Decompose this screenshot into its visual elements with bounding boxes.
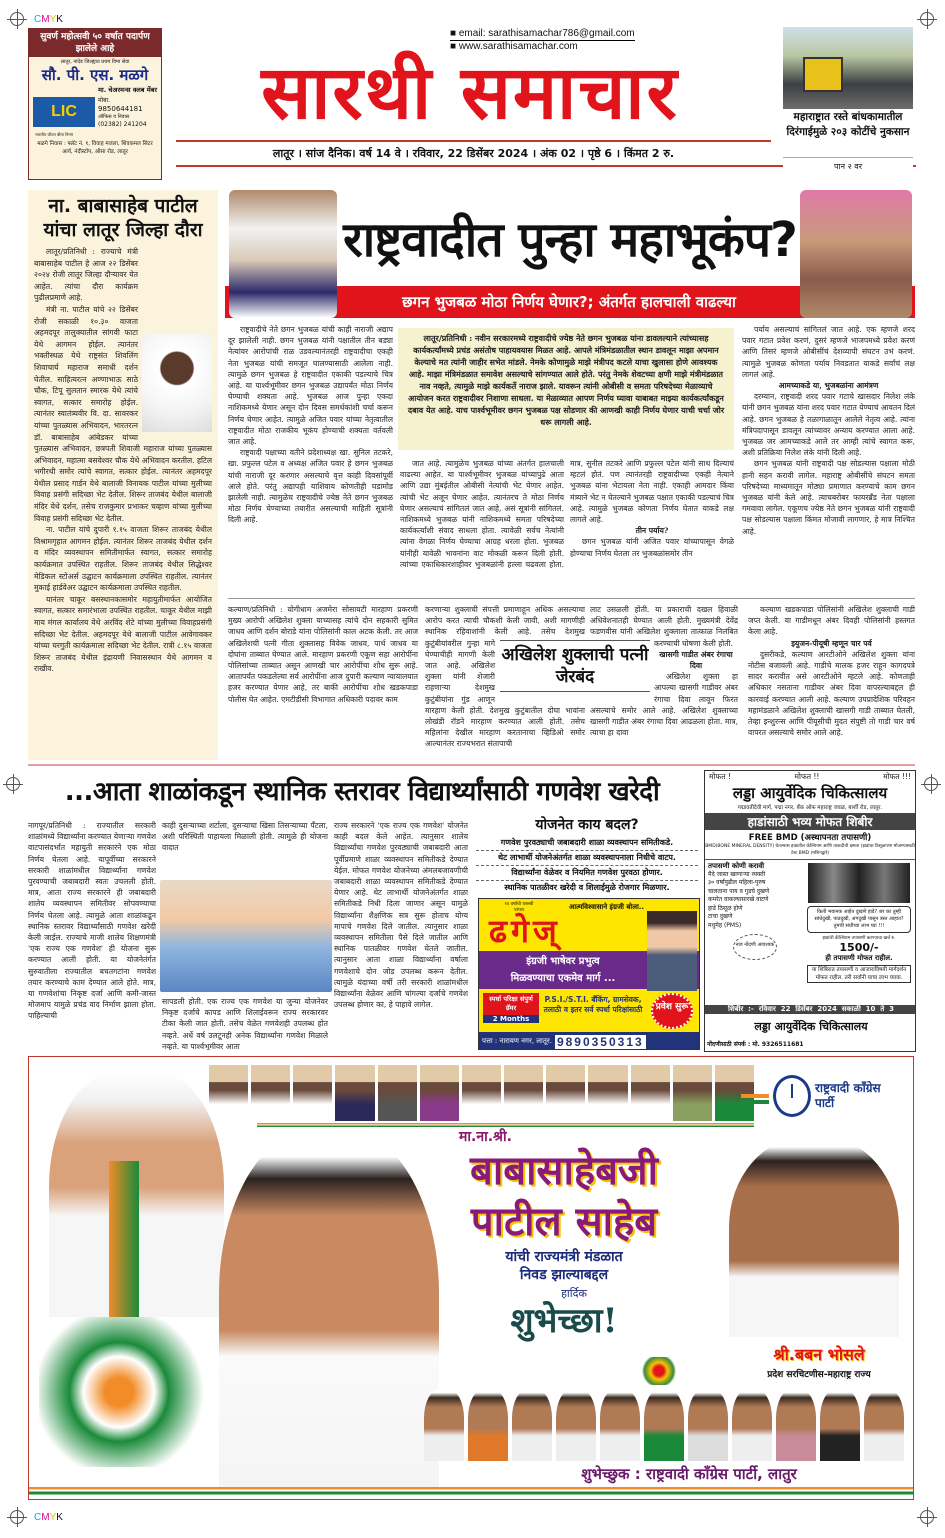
minister-photo xyxy=(142,334,212,432)
flower-bouquet xyxy=(639,1357,679,1385)
sponsor-name: श्री.बबन भोसले xyxy=(773,1345,865,1364)
clinic-address: पद्मावतीदेवी मार्ग, पद्मा नगर, बँक ऑफ महाराष्ट्र जवळ, बार्शी रोड, लातूर. xyxy=(737,805,883,811)
bhujbal-photo xyxy=(229,190,337,318)
who-item: चालताना पाय व गुडघे दुखणे xyxy=(708,887,770,895)
leaders-row xyxy=(209,1065,754,1121)
left-story-headline[interactable]: ना. बाबासाहेब पाटील यांचा लातूर जिल्हा दौरा xyxy=(43,195,203,241)
roller-icon xyxy=(803,57,843,92)
banner-title xyxy=(429,1127,699,1341)
subhead-three-options: तीन पर्याय? xyxy=(635,526,669,536)
cmyk-y: Y xyxy=(49,1512,57,1523)
lead-column-1: राष्ट्रवादीचे नेते छगन भुजबळ यांची काही नाराजी अद्याप दूर झालेली नाही. छगन भुजबळ यांनी पक्षातील तीन बड्या नेत्यांवर आरोपांची राळ उडवल्यानंतरही राष्ट्रवादीचा एकही नेता भुजबळ यांची समजूत घालण्यासाठी आलेला नाही. त्यामुळे छगन भुजबळ हे राष्ट्रवादीत एकाकी पडल्याचे चित्र आहे. या पार्श्वभूमीवर छगन भुजबळ उद्यापर्यंत मोठा निर्णय घेण्याची शक्यता आहे. भुजबळ आज पुन्हा एकदा नाशिकमध्ये येणार असून दोन दिवस समर्थकांशी चर्चा करून निर्णय घेणार आहेत. त्यामुळे अजित पवार यांच्या नेतृत्वातील राष्ट्रवादीत मोठा राजकीय भूकंप होण्याची शक्यता वर्तवली जात आहे. राष्ट्रवादी पक्षाच्या वतीने प्रदेशाध्यक्ष खा. सुनिल तटकरे, खा. प्रफुल्ल पटेल व अध्यक्ष अजित पवार हे छगन भुजबळ यांची नाराजी दूर करणार असल्याचे वृत्त काही दिवसांपूर्वी आले होते. परंतु अद्यापही याशिवाय कोणतीही घडामोड झालेली नाही. त्यामुळेच राष्ट्रवादीचे ज्येष्ठ नेते छगन भुजबळ मोठा निर्णय घेण्याच्या तयारीत असल्याची माहिती सूत्रांनी दिली आहे. xyxy=(228,325,393,525)
contact-lines: ■ email: sarathisamachar786@gmail.com ■ www.sarathisamachar.com xyxy=(450,28,635,52)
teacher-photo xyxy=(647,911,697,991)
free-label: मोफत ! xyxy=(709,772,731,781)
fee-note: ही तपासणी मोफत राहील. xyxy=(825,954,893,962)
free-label: मोफत !!! xyxy=(883,772,911,781)
newspaper-title: सारथी समाचार xyxy=(261,50,679,136)
ad-tagline: लातूर, नांदेड जिल्ह्यात प्रथम विमा सेवा xyxy=(60,59,130,65)
ad-phone[interactable]: 9890350313 xyxy=(556,1034,644,1049)
callout-box: किती भयानक आहेत दुखणे हाडे? जर का तुम्ही सांधेदुखी, पाठदुखी, अंगदुखी पासून त्रस्त आहात? तुमची संधीच्या लाभ घ्या !!! xyxy=(807,906,911,933)
ajit-pawar-photo xyxy=(800,190,912,318)
cmyk-k: K xyxy=(56,1512,63,1523)
xray-images xyxy=(808,863,910,903)
cmyk-c: C xyxy=(34,1512,42,1523)
agent-role: मा. चेअरमन्स क्लब मेंबर xyxy=(98,86,157,94)
ncp-logo xyxy=(741,1071,911,1121)
course-exams: P.S.I./S.T.I. बँकिंग, ग्रामसेवक, तलाठी व इतर सर्व स्पर्धा परिक्षांसाठी xyxy=(543,995,643,1014)
camp-schedule: शिबीर :- रविवार 22 डिसेंबर 2024 सकाळी 10 ते 3 xyxy=(705,1005,916,1014)
who-item: टाचा दुखणे xyxy=(708,913,733,920)
uniform-col1: नागपूर/प्रतिनिधी : राज्यातील सरकारी शाळांमध्ये विद्यार्थ्यांना करण्यात येणाऱ्या गणवेश वाटपासंदर्भात महायुती सरकारने एक मोठा निर्णय घेतला आहे. यापूर्वीच्या सरकारने सरकारी शाळांमधील विद्यार्थ्यांना गणवेश पुरवण्याची जबाबदारी स्वतः उचलली होती. मात्र, आता राज्य सरकारने ही जबाबदारी शालेय व्यवस्थापन समितीवर सोपवण्याचा निर्णय घेतला आहे. त्यामुळे आता शाळांकडून स्थानिक स्तरावर विद्यार्थ्यांसाठी गणवेश खरेदी केली जाईल. राज्याचे माजी शालेय शिक्षणमंत्री 'एक राज्य एक गणवेश' ही योजना सुरू करण्यात आली होती. या योजनेतंर्गत सुरुवातीला राज्यातील बचतगटांना गणवेश तयार करण्याचे काम देण्यात आले होते. मात्र, या गणवेशांचा निकृष्ट दर्जा आणि कमी-जास्त मोजमाप यामुळे प्रचंड वाद निर्माण झाला होता. पाहिल्याची xyxy=(28,821,156,1021)
divider xyxy=(228,598,915,599)
website-link[interactable]: www.sarathisamachar.com xyxy=(458,41,578,52)
party-name: राष्ट्रवादी काँग्रेस पार्टी xyxy=(815,1081,881,1110)
free-label: मोफत !! xyxy=(794,772,820,781)
uniform-col2-top: काही दुसऱ्याच्या शर्टाला, दुसऱ्याचा खिसा तिसऱ्याच्या पँटला, अशी परिस्थिती पाहायला मिळाली होती. त्यामुळे ही योजना वादात xyxy=(162,821,328,853)
clinic-name: लड्डा आयुर्वेदिक चिकित्सालय xyxy=(732,784,888,802)
side-story-ref[interactable]: पान २ वर xyxy=(783,157,913,172)
ad-banner: सुवर्ण महोत्सवी ५० वर्षात पदार्पण झालेले आहे xyxy=(29,29,161,57)
tricolor-footer xyxy=(29,1487,914,1497)
who-item: कमरेत वाकल्यासारखे वाटणे xyxy=(708,896,769,903)
who-item: हाडे ठिसूळ होणे xyxy=(708,904,743,912)
change-item: स्थानिक पातळीवर खरेदी व शिलाईमुळे रोजगार मिळणार. xyxy=(504,883,670,892)
lead-right-column: पर्याय असल्याचं सांगितलं जात आहे. एक म्हणजे शरद पवार गटात प्रवेश करणं, दुसरं म्हणजे भाजपमध्ये प्रवेश करणं आणि तिसरं म्हणजे ओबीसींचं देशव्यापी संघटन उभं करणं. त्यामुळे भुजबळ कोणता पर्याय निवडतात याकडे सर्वांचं लक्ष लागलं आहे. आमच्याकडे या, भुजबळांना आमंत्रण दरम्यान, राष्ट्रवादी शरद पवार गटाचे खासदार निलेश लंके यांनी छगन भुजबळ यांना शरद पवार गटात येण्याचं आवतन दिलं आहे. छगन भुजबळ हे तळागाळातून आलेले नेतृत्व आहे. त्यांना मंत्रिपदापासून डावलून त्यांच्यावर अन्याय करण्यात आला आहे. भुजबळ जर आमच्याकडे आले तर आम्ही त्यांचे स्वागत करू, अशी प्रतिक्रिया निलेश लंके यांनी दिली आहे. छगन भुजबळ यांनी राष्ट्रवादी पक्ष सोडल्यास पक्षाला मोठी हानी सहन करावी लागेल. महाराष्ट्र ओबीसींचे संघटन समता परिषदेच्या माध्यमातून मोठ्या प्रमाणात करण्याचे काम छगन भुजबळ यांनी केले आहे. त्याचबरोबर फायरब्रँड नेता पक्षाला गमवावा लागेल. एकूणच ज्येष्ठ नेते छगन भुजबळ यांनी राष्ट्रवादी पक्ष सोडल्यास पक्षाला किंमत मोजावी लागणार, हे मात्र निश्चित आहे. xyxy=(742,325,915,536)
uniform-headline[interactable]: ...आता शाळांकडून स्थानिक स्तरावर विद्यार्थ्यांसाठी गणवेश खरेदी xyxy=(64,777,660,807)
office-number: (02382) 241204 xyxy=(98,121,147,128)
uniform-col3: राज्य सरकारने 'एक राज्य एक गणवेश' योजनेत काही बदल केले आहेत. त्यानुसार शालेय विद्यार्थ्यांचा गणवेश पुरवठ्याची जबाबदारी आता पूर्वीप्रमाणे शाळा व्यवस्थापन समितीकडे देण्यात येईल. मोफत गणवेश योजनेच्या अंमलबजावणीची जबाबदारी शाळा व्यवस्थापन समितीकडे देण्यात येणार आहे. थेट लाभार्थी योजनेअंतर्गत शाळा समितीकडे निधी दिला जाणार असून यामुळे विद्यार्थ्यांना शैक्षणिक सत्र सुरू होताच योग्य मापाचे गणवेश दिले जातील. त्यानुसार शाळा व्यवस्थापन समितीला पैसे दिले जातील आणि स्थानिक पातळीवर गणवेश घेतले जातील. त्यानुसार आता शाळा विद्यार्थ्यांना वर्षाला गणवेशाचे दोन जोड उपलब्ध करून देतील. त्यामुळे यंदाच्या वर्षी तरी सरकारी शाळांमधील विद्यार्थ्यांना वेळेवर आणि चांगल्या दर्जाचे गणवेश उपलब्ध होणार का, हे पाहावे लागेल. xyxy=(334,821,468,1010)
cmyk-m: M xyxy=(41,14,50,25)
fee-label: हाडांची कॅल्शियम तपासणी करण्याचा खर्च रु. xyxy=(822,936,896,941)
honorific: मा.ना.श्री. xyxy=(459,1129,512,1145)
kalyan-story-col2: करणाऱ्या शुक्लाची संपत्ती प्रमाणाहून अधिक असल्याचा आरोप करत त्याची चौकशी केली जावी, अशी मागणीही स्थानिक रहिवाशांनी केली आहे. तसेच देशमुख कुटुंबीयांवरील गुन्हा मागे घेण्याचीही मागणी केली जात आहे. अखिलेश शुक्ला यांनी शेजारी राहणाऱ्या देशमुख कुटुंबीयांना गुंड आणून मारहाण केली होती. देशमुख कुटुंबातील दोघा भावांना लोखंडी रॉडने मारहाण करण्यात आली होती. तसेच महिलांना देखील मारहाण करतानाचा व्हिडिओ समोर आल्यानंतर राज्यभरात संतापाची xyxy=(425,605,585,749)
banner-footer: शुभेच्छुक : राष्ट्रवादी काँग्रेस पार्टी, लातुर xyxy=(581,1465,797,1483)
registration-mark xyxy=(924,777,938,791)
school-children-photo xyxy=(160,880,332,992)
subhead-amber-light: खासगी गाडीत अंबर रंगाचा दिवा xyxy=(659,649,733,671)
registration-mark xyxy=(10,1510,24,1524)
banner-line2: निवड झाल्याबद्दल xyxy=(519,1267,609,1283)
babasaheb-patil-portrait xyxy=(219,1127,439,1497)
lead-headline[interactable]: राष्ट्रवादीत पुन्हा महाभूकंप? xyxy=(343,212,797,268)
lic-logo: LIC xyxy=(33,97,95,127)
camp-title: हाडांसाठी भव्य मोफत शिबीर xyxy=(705,813,915,830)
dateline: लातूर । सांज दैनिक। वर्ष 14 वे । रविवार, 22 डिसेंबर 2024 । अंक 02 । पृष्ठे 6 । किंमत 2 रु. xyxy=(272,147,675,160)
scheme-changes-box xyxy=(476,815,698,893)
clinic-ad xyxy=(704,770,916,1052)
left-story: ना. बाबासाहेब पाटील यांचा लातूर जिल्हा दौरा लातूर/प्रतिनिधी : राज्याचे मंत्री बाबासाहेब पाटील हे आज २२ डिसेंबर २०२४ रोजी लातूर जिल्हा दौऱ्यावर येत आहेत. त्यांचा दौरा कार्यक्रम पुढीलप्रमाणे आहे. मंत्री ना. पाटील यांचे २२ डिसेंबर रोजी सकाळी १०.३० वाजता अहमदपूर तालुक्यातील सांगवी फाटा येथे आगमन होईल. त्यानंतर भक्तीस्थळ येथे राष्ट्रसंत शिवलिंग शिवाचार्य महाराज समाधी दर्शन घेतील. साहित्यरत्न अण्णाभाऊ साठे चौक, टिपू सुलतान स्मारक येथे त्यांचे स्वागत, सत्कार समारोह होईल. त्यानंतर स्वातंत्र्यवीर वि. दा. सावरकर यांच्या पुतळ्यास अभिवादन, भारतरत्न डॉ. बाबासाहेब आंबेडकर यांच्या पुतळ्यास अभिवादन, छत्रपती शिवाजी महाराज यांच्या पुतळ्यास अभिवादन, महात्मा बसवेश्वर चौक येथे अभिवादन करतील. हटिल भगीरथी समोर त्यांचे स्वागत, सत्कार होईल. त्यानंतर अहमदपूर येथील प्रसाद गार्डन येथे बालाजी विनायक पाटील यांच्या मुलीच्या विवाह प्रसंगी सदिच्छा भेट देतील. शिरूर ताजबंद येथील बालाजी मंदिर येथे दर्शन, तसेच राजकुमार प्रभाकर चव्हाण यांच्या मुलीच्या विवाह प्रसंगी सदिच्छा भेट देतील. ना. पाटील यांचे दुपारी १.१५ वाजता शिरूर ताजबंद येथील विश्रामगृहात आगमन होईल. त्यानंतर शिरूर ताजबंद येथील दर्शन व मंदिर व्यवस्थापन समितीमार्फत स्वागत, सत्कार समारोह कार्यक्रमात उपस्थित राहतील. शिरूर ताजबंद येथील सिद्धेश्वर मेडिकल स्टोअर्स उद्घाटन कार्यक्रमाला उपस्थित राहतील. त्यानंतर मुकाई हार्डवेअर उद्घाटन कार्यक्रमाला उपस्थित राहतील. यानंतर चाकूर बसस्थानकासमोर महायुतीमार्फत आयोजित स्वागत, सत्कार समारंभाला उपस्थित राहतील. चाकूर येथील माझी माय मंगल कार्यालय येथे अरविंद शेटे यांच्या मुलीच्या विवाहप्रसंगी सदिच्छा भेट देतील. अहमदपूर येथे बालाजी पाटील आवेगावकर यांच्या घरगुती कार्यक्रमाला सदिच्छा भेट देतील. रात्री ८.१५ वाजता शिरूर ताजबंद येथील इंद्रायणी निवासस्थान येथे आगमन व राखीव. xyxy=(28,190,218,760)
cmyk-c: C xyxy=(34,14,42,25)
cmyk-k: K xyxy=(56,14,63,25)
registration-mark xyxy=(920,12,934,26)
who-item: मधुमेह (PMS) xyxy=(708,921,742,929)
course-duration: 2 Months xyxy=(483,1015,539,1023)
mobile-number: 9850644181 xyxy=(98,105,143,113)
ad-tag: १४ वर्षांची यशस्वी परंपरा xyxy=(504,902,534,913)
lead-middle-columns: जात आहे. त्यामुळेच भुजबळ यांच्या अंतर्गत हालचाली वाढल्या आहेत. या पार्श्वभूमीवर भुजबळ यांच्यापुढे आता आणि उद्या मुंबईतील ओबीसी नेत्यांची भेट घेणार आहेत. त्यांची भेट अजून घेणार आहेत. त्यानंतरच ते मोठा निर्णय घेणार असल्याचं सांगितलं जात आहे, असं सूत्रांनी सांगितलं. नाशिकमध्ये भुजबळ यांनी नाशिकमध्ये समता परिषदेच्या कार्यकर्त्यांशी संवाद साधला होता. त्यावेळी सर्वच नेत्यांनी त्यांना वेगळा निर्णय घेण्याचा आग्रह धरला होता. भुजबळ यांनीही यावेळी भावनांना वाट मोकळी करून दिली होती. त्यांच्या एकाधिकारशाहीवर भुजबळांनी हल्ला चढवला होता. मात्र, सुनील तटकरे आणि प्रफुल्ल पटेल यांनी साथ दिल्याचं म्हटलं होतं. पण त्यानंतरही राष्ट्रवादीच्या एकही नेत्याने भुजबळ यांना भेटायला नेता नाही. एकाही आमदार किंवा मंत्र्याने भेट न घेतल्याने भुजबळ पक्षात एकाकी पडल्याचं चित्र आहे. त्यामुळे भुजबळ कोणता निर्णय घेतात याकडे लक्ष लागले आहे. तीन पर्याय? छगन भुजबळ यांनी अजित पवार यांच्यापासून वेगळे होण्याचा निर्णय घेतला तर भुजबळांसमोर तीन xyxy=(400,459,734,569)
workers-row xyxy=(424,1389,904,1461)
side-story-title[interactable]: महाराष्ट्रात रस्ते बांधकामातील दिरंगाईमुळे २०३ कोटींचे नुकसान xyxy=(786,111,910,138)
course-grammar: स्पर्धा परिक्षा संपुर्ण ग्रॅमर xyxy=(483,993,539,1023)
agent-address: मळगे निवास : फ्लॅट नं. १, विवाह मजला, शिवकमल सिटर आर्य, नंदीस्टॉप, औसा रोड, लातूर xyxy=(37,141,153,155)
kalyan-story-col1: कल्याण/प्रतिनिधी : योगीधाम अजमेरा सोसायटी मारहाण प्रकरणी मुख्य आरोपी अखिलेश शुक्ला याच्यासह त्यांचे दोन सहकारी सुमित जाधव आणि दर्शन बोराडे यांना पोलिसांनी काल अटक केली. तर आज अखिलेशची पत्नी गीता शुक्लासह विवेक जाधव, पार्थ जाधव या दोघांना ताब्यात घेण्यात आले. मारहाण प्रकरणी एकूण सहा आरोपींना पोलिसांच्या ताब्यात असून आणखी चार आरोपींचा शोध सुरू आहे. आतापर्यंत पकडलेल्या सर्व आरोपींना आज दुपारी कल्याण न्यायालयात हजर करण्यात येणार आहे, तर बाकी आरोपींचा शोध खडकपाडा पोलीस घेत आहेत. एमटीडीसी विभागात अधिकारी पदावर काम xyxy=(228,605,418,704)
clinic-name-footer: लड्डा आयुर्वेदिक चिकित्सालय xyxy=(754,1020,868,1033)
uniform-col2-bottom: सापडली होती. एक राज्य एक गणवेश या जुन्या योजनेवर निकृष्ट दर्जाचे कापड आणि शिलाईवरून राज्य सरकारवर टीका केली जात होती. तसेच वेळेत गणवेशही उपलब्ध होत नव्हते. अर्धे वर्ष उलटूनही अनेक विद्यार्थ्यांना गणवेश मिळाले नव्हते. या पार्श्वभूमीवर आता xyxy=(162,997,328,1050)
cmyk-y: Y xyxy=(49,14,57,25)
subhead-invitation: आमच्याकडे या, भुजबळांना आमंत्रण xyxy=(778,381,879,391)
kalyan-story-headline[interactable]: अखिलेश शुक्लाची पत्नी जेरबंद xyxy=(500,640,650,692)
registration-mark xyxy=(10,12,24,26)
road-construction-photo xyxy=(783,27,913,109)
bmd-title: FREE BMD (अस्थापनता तपासणी) xyxy=(748,833,872,843)
divider xyxy=(28,764,915,766)
admission-open-badge: प्रवेश सुरू xyxy=(651,993,693,1029)
name-line1: बाबासाहेबजी xyxy=(470,1148,658,1194)
change-item: विद्यार्थ्यांना वेळेवर व नियमित गणवेश पुरवठा होणार. xyxy=(476,866,698,881)
lead-subheadline: छगन भुजबळ मोठा निर्णय घेणार?; अंतर्गत हालचाली वाढल्या xyxy=(402,293,736,311)
cmyk-mark xyxy=(34,14,63,25)
baban-bhosale-portrait xyxy=(729,1137,899,1337)
cmyk-mark xyxy=(34,1512,63,1523)
english-class-ad xyxy=(478,898,700,1050)
cmyk-m: M xyxy=(41,1512,50,1523)
sponsor-role: प्रदेश सरचिटणीस-महाराष्ट्र राज्य xyxy=(767,1370,871,1380)
name-line2: पाटील साहेब xyxy=(470,1199,658,1245)
registration-mark xyxy=(920,1510,934,1524)
ad-brand: ढगेज् xyxy=(489,912,561,950)
registration-mark xyxy=(6,777,20,791)
bmd-description: BMD(BONE MINERAL DENSITY) घेतल्यास हाडातील कॅल्शियम आणि ताकदीची क्षमता (हाडांचा ठिसूळपणा मोजण्यासाठी टेस्ट BMD (मशिनद्वारे) xyxy=(705,843,915,860)
divider xyxy=(176,140,771,142)
change-item: थेट लाभार्थी योजनेअंतर्गत शाळा व्यवस्थापनाला निधीचे वाटप. xyxy=(476,851,698,866)
clinic-contact[interactable]: नोंदणीसाठी संपर्क : मो. 9326511681 xyxy=(707,1041,804,1048)
who-item: ३० वर्षांपुढील महिला-पुरुष xyxy=(708,879,766,886)
changes-title: योजनेत काय बदल? xyxy=(535,817,639,833)
banner-line1: यांची राज्यमंत्री मंडळात xyxy=(505,1249,623,1265)
agent-name: सौ. पी. एस. मळगे xyxy=(41,66,149,84)
ncp-greeting-banner xyxy=(28,1056,914,1500)
lic-subtitle: भारतीय जीवन बीमा निगम xyxy=(35,132,74,137)
clock-icon xyxy=(773,1075,811,1117)
email[interactable]: email: sarathisamachar786@gmail.com xyxy=(458,28,635,39)
change-item: गणवेश पुरवठ्याची जबाबदारी शाळा व्यवस्थापन समितीकडे. xyxy=(476,836,698,851)
ad-line2: मिळवण्याचा एकमेव मार्ग ... xyxy=(510,973,616,984)
greeting: शुभेच्छा! xyxy=(510,1301,618,1341)
who-title: तपासणी कोणी करावी xyxy=(708,862,765,870)
clinic-note: या शिबिरात तपासणी व आजाराविषयी मार्गदर्शन मोफत राहील. तरी सर्वांनी याचा लाभ घ्यावा. xyxy=(807,965,911,983)
lead-highlight-box: लातूर/प्रतिनिधी : नवीन सरकारमध्ये राष्ट्रवादीचे ज्येष्ठ नेते छगन भुजबळ यांना डावलल्याने त्यांच्यासह कार्यकर्त्यांमध्ये प्रचंड असंतोष पाहायवयास मिळत आहे. आपले मंत्रिमंडळातील स्थान डावलून माझा अपमान केल्याचे मत त्यांनी जाहीर सभेत मांडले. नेमके कोणामुळे माझे मंत्रीपद कटले याचा खुलासा होणे आवश्यक आहे. माझा मंत्रिमंडळात समावेश असल्याचे सांगण्यात आले होते. परंतु नेमके शेवटच्या क्षणी माझे मंत्रीमंडळात नाव नव्हते, त्यामुळे माझे कार्यकर्ते नाराज झाले. यावरून त्यांनी ओबीसी व समता परिषदेच्या मेळाव्याचे आयोजन करत राष्ट्रवादीवर निशाणा साधला. या मेळाव्यात आपण निर्णय घ्यावा याबाबत माझ्या कार्यकर्त्यांकडून दबाव येत आहे. याच पार्श्वभूमीवर छगन भुजबळ पक्ष सोडणार की आणखी काही निर्णय घेणार याची चर्चा जोर धरू लागली आहे. xyxy=(398,328,734,450)
lic-agent-ad xyxy=(28,28,162,180)
office-label: ऑफिस व निवास xyxy=(98,114,130,120)
party-flags xyxy=(39,1317,239,1467)
who-item: मैदे जास्त खाणाऱ्या व्यक्ती xyxy=(708,870,766,878)
ad-line1: इंग्रजी भाषेवर प्रभुत्व xyxy=(526,956,600,967)
kalyan-story-col4: कल्याण खडकपाडा पोलिसांनी अखिलेश शुक्लाची गाडी जप्त केली. या गाडीमधून अंबर दिवही पोलिसांनी हस्तगत केला आहे. इयुजन-पीयूषी म्हणून चार पर्व दुसरीकडे, कल्याण आरटीओने अखिलेश शुक्ला यांना नोटीस बजावली आहे. गाडीचे मालक हजर राहून कागदपत्रे सादर करावीत असे आरटीओने म्हटले आहे. कोणताही अधिकार नसताना गाडीवर अंबर दिवा वापरल्याबद्दल ही कारवाई करण्यात आली आहे. कल्याण उपप्रादेशिक परिवहन महामंडळाने अखिलेश शुक्लाची खासगी गाडी ताब्यात घेतली, तेव्हा इन्शुरन्स आणि पीयूसीची मुदत संपुष्टी तो गाडी चार वर्ष वापरत असल्याचे समोर आले आहे. xyxy=(748,605,915,738)
ad-address: पत्ता : नारायण नगर, लातूर. xyxy=(482,1037,552,1045)
mobile-label: मोबा. xyxy=(98,97,111,104)
fee-amount: 1500/- xyxy=(839,941,879,954)
ad-slogan: आत्मविश्वासाने इंग्रजी बोला.. xyxy=(569,903,645,911)
subhead-rto: इयुजन-पीयूषी म्हणून चार पर्व xyxy=(791,638,872,648)
hardik: हार्दिक xyxy=(561,1287,587,1300)
registration-stamp: नाव नोंदणी आवश्यक xyxy=(733,934,777,960)
kalyan-story-col3: लाट उसळली होती. या प्रकाराची दखल हिवाळी अधिवेशनातही घेण्यात आली होती. मुख्यमंत्री देवेंद्र फडणवीस यांनी अखिलेश शुक्लाला तात्काळ निलंबित करण्याची घोषणा केली होती. खासगी गाडीत अंबर रंगाचा दिवा अखिलेश शुक्ला हा आपल्या खासगी गाडीवर अंबर रंगाचा दिवा लावून फिरत असल्याचे समोर आले आहे. अखिलेश शुक्लाच्या खासगी गाडीत अंबर रंगाचा दिवा आढळला होता. मात्र, त्याचा हा दावा xyxy=(590,605,738,738)
